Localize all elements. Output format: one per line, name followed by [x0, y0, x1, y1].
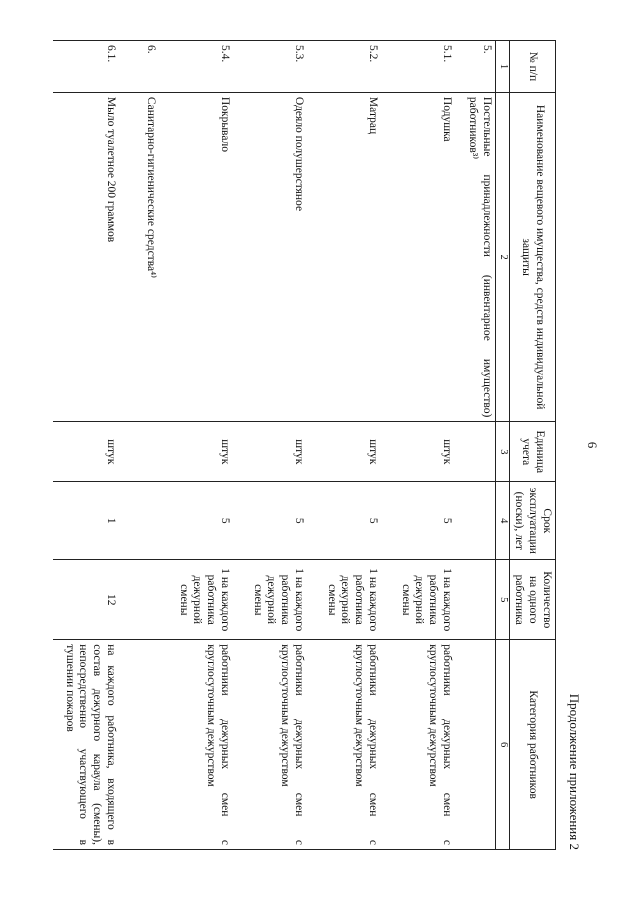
row-num: 6. — [119, 41, 159, 93]
row-unit: штук — [159, 422, 233, 482]
row-num: 5.2. — [307, 41, 381, 93]
row-category: работники дежурных смен с круглосуточным дежурством — [381, 640, 455, 850]
page-number: 6 — [585, 441, 600, 449]
column-number: 2 — [496, 92, 510, 421]
table-row — [119, 41, 159, 850]
row-unit: штук — [307, 422, 381, 482]
row-unit: штук — [381, 422, 455, 482]
row-term: 5 — [307, 482, 381, 560]
row-num: 5.1. — [381, 41, 455, 93]
row-num: 5. — [455, 41, 496, 93]
row-name: Одеяло полушерстяное — [233, 92, 307, 421]
row-name: Мыло туалетное 200 граммов — [53, 92, 119, 421]
row-name: Покрывало — [159, 92, 233, 421]
column-number: 3 — [496, 422, 510, 482]
row-name: Санитарно-гигиенические средства⁴⁾ — [119, 92, 159, 421]
header-qty: Количество на одного работника — [509, 560, 555, 640]
column-number: 4 — [496, 482, 510, 560]
row-unit — [119, 422, 159, 482]
rotated-page — [40, 40, 600, 850]
header-term: Срок эксплуатации (носки), лет — [509, 482, 555, 560]
table-row — [233, 41, 307, 850]
row-unit: штук — [233, 422, 307, 482]
row-num: 5.3. — [233, 41, 307, 93]
row-term: 5 — [159, 482, 233, 560]
row-category — [119, 640, 159, 850]
row-category — [455, 640, 496, 850]
column-number-row — [496, 41, 510, 850]
row-qty: 1 на каждого работника дежурной смены — [307, 560, 381, 640]
row-term — [119, 482, 159, 560]
row-category: работники дежурных смен с круглосуточным дежурством — [233, 640, 307, 850]
table-row — [381, 41, 455, 850]
row-qty — [119, 560, 159, 640]
row-term: 5 — [381, 482, 455, 560]
header-row — [509, 41, 555, 850]
row-category: на каждого работника, входящего в состав дежурного караула (смены), непосредственно участвующего в тушении пожаров — [53, 640, 119, 850]
column-number: 6 — [496, 640, 510, 850]
row-term — [455, 482, 496, 560]
header-category: Категория работников — [509, 640, 555, 850]
row-name: Постельные принадлежности (инвентарное имущество) работников³⁾ — [455, 92, 496, 421]
table-row — [455, 41, 496, 850]
equipment-table — [53, 40, 556, 850]
header-unit: Единица учета — [509, 422, 555, 482]
row-qty: 1 на каждого работника дежурной смены — [159, 560, 233, 640]
row-term: 5 — [233, 482, 307, 560]
header-num: № п/п — [509, 41, 555, 93]
row-num: 5.4. — [159, 41, 233, 93]
row-unit: штук — [53, 422, 119, 482]
row-qty: 1 на каждого работника дежурной смены — [381, 560, 455, 640]
row-qty — [455, 560, 496, 640]
column-number: 1 — [496, 41, 510, 93]
row-name: Подушка — [381, 92, 455, 421]
table-row — [307, 41, 381, 850]
appendix-title: Продолжение приложения 2 — [567, 693, 582, 850]
column-number: 5 — [496, 560, 510, 640]
table-row — [53, 41, 119, 850]
row-qty: 12 — [53, 560, 119, 640]
row-num: 6.1. — [53, 41, 119, 93]
row-category: работники дежурных смен с круглосуточным дежурством — [159, 640, 233, 850]
row-category: работники дежурных смен с круглосуточным дежурством — [307, 640, 381, 850]
row-name: Матрац — [307, 92, 381, 421]
header-name: Наименование вещевого имущества, средств индивидуальной защиты — [509, 92, 555, 421]
row-term: 1 — [53, 482, 119, 560]
table-row — [159, 41, 233, 850]
row-unit — [455, 422, 496, 482]
row-qty: 1 на каждого работника дежурной смены — [233, 560, 307, 640]
